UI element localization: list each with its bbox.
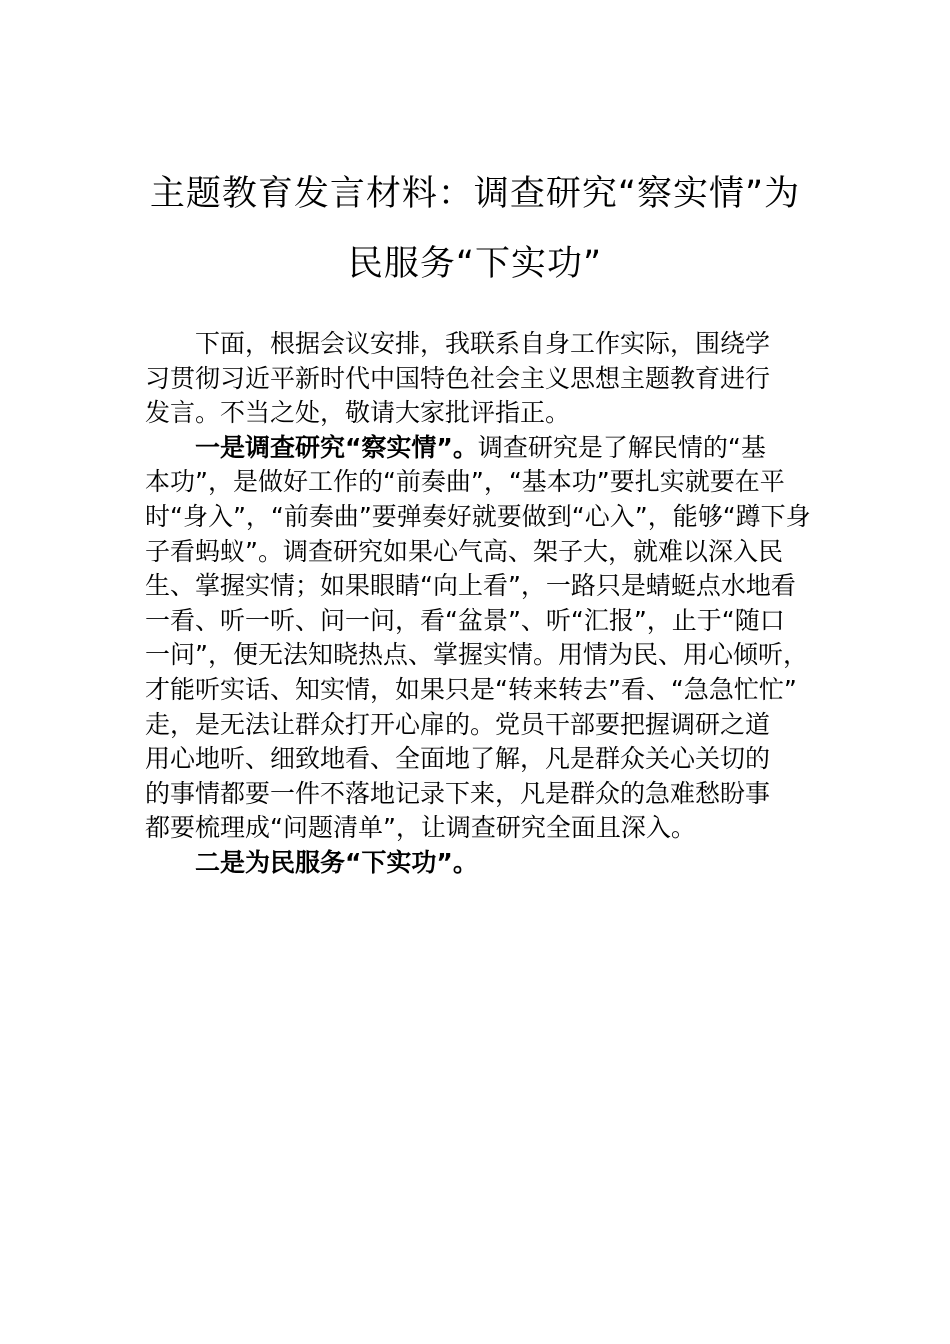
paragraph-2-line-10: 用心地听、细致地看、全面地了解，凡是群众关心关切的 xyxy=(145,744,771,774)
paragraph-2-line-7: 一问”，便无法知晓热点、掌握实情。用情为民、用心倾听， xyxy=(145,640,808,670)
paragraph-1-line-1: 下面，根据会议安排，我联系自身工作实际，围绕学 xyxy=(195,329,771,358)
paragraph-2-line-11: 的事情都要一件不落地记录下来，凡是群众的急难愁盼事 xyxy=(145,778,771,808)
section-heading-2: 二是为民服务“下实功”。 xyxy=(195,847,478,877)
section-heading-1: 一是调查研究“察实情”。 xyxy=(195,432,478,462)
paragraph-2-line-5: 生、掌握实情；如果眼睛“向上看”，一路只是蜻蜓点水地看 xyxy=(145,571,796,601)
paragraph-2-line-8: 才能听实话、知实情，如果只是“转来转去”看、“急急忙忙” xyxy=(145,674,797,704)
document-title-line-1: 主题教育发言材料：调查研究“察实情”为 xyxy=(149,174,801,214)
paragraph-2-line-3: 时“身入”，“前奏曲”要弹奏好就要做到“心入”，能够“蹲下身 xyxy=(145,501,811,531)
paragraph-1-line-2: 习贯彻习近平新时代中国特色社会主义思想主题教育进行 xyxy=(145,363,771,393)
paragraph-2-line-12: 都要梳理成“问题清单”，让调查研究全面且深入。 xyxy=(145,813,696,843)
paragraph-2-line-1 xyxy=(145,431,835,466)
paragraph-2-text-start: 调查研究是了解民情的“基 xyxy=(477,432,766,462)
document-body xyxy=(145,327,835,881)
paragraph-2-line-6: 一看、听一听、问一问，看“盆景”、听“汇报”，止于“随口 xyxy=(145,605,785,635)
paragraph-2-line-4: 子看蚂蚁”。调查研究如果心气高、架子大，就难以深入民 xyxy=(145,536,783,566)
paragraph-3-line-1 xyxy=(145,846,835,881)
paragraph-2-line-2: 本功”，是做好工作的“前奏曲”，“基本功”要扎实就要在平 xyxy=(145,467,785,497)
paragraph-2-line-9: 走，是无法让群众打开心扉的。党员干部要把握调研之道 xyxy=(145,709,771,739)
paragraph-1-line-3: 发言。不当之处，敬请大家批评指正。 xyxy=(145,398,571,428)
document-title-line-2: 民服务“下实功” xyxy=(347,244,603,284)
